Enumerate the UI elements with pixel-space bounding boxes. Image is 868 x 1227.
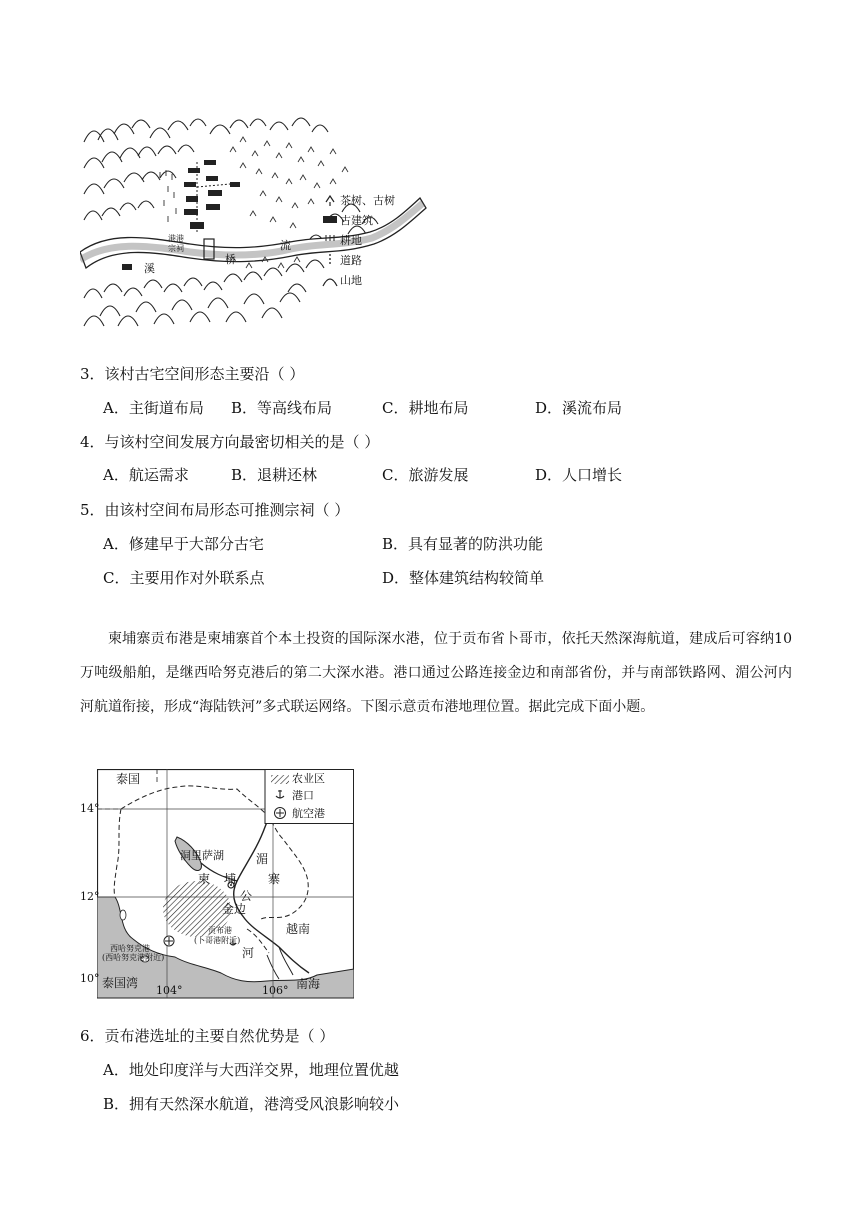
question-4-option-c: C．旅游发展 <box>382 466 469 484</box>
farmland-icon <box>326 235 334 241</box>
legend-road: 道路 <box>340 254 362 267</box>
passage-text: 柬埔寨贡布港是柬埔寨首个本土投资的国际深水港，位于贡布省卜哥市，依托天然深海航道，建成后可容纳10万吨级船舶，是继西哈努克港后的第二大深水港。港口通过公路连接金边和南部省份，并与南部铁路网、湄公河内河航道衔接，形成“海陆铁河”多式联运网络。下图示意贡布港地理位置。据此完成下面小题。 <box>80 631 792 715</box>
lon-label-106: 106° <box>262 984 289 997</box>
lat-label-14: 14° <box>80 802 100 815</box>
question-3-option-c: C．耕地布局 <box>382 399 469 417</box>
label-phnom-penh: 金边 <box>222 902 247 916</box>
label-thailand: 泰国 <box>116 772 141 786</box>
legend-farmland: 耕地 <box>340 234 362 247</box>
legend-tea-tree: 茶树、古树 <box>340 194 395 207</box>
legend-agricultural-zone: 农业区 <box>292 772 325 785</box>
agri-hatch-icon <box>271 775 289 784</box>
question-3-option-b: B．等高线布局 <box>231 399 333 417</box>
airport-icon <box>275 808 286 819</box>
question-5-option-c: C．主要用作对外联系点 <box>103 569 265 587</box>
ancestral-temple-label: 宗祠 <box>168 244 184 253</box>
village-map-legend <box>322 194 432 294</box>
label-gulf-of-thailand: 泰国湾 <box>102 976 139 990</box>
bridge-label: 桥 <box>225 253 236 266</box>
legend-ancient-building: 古建筑 <box>340 214 373 227</box>
village-map <box>80 112 435 340</box>
question-6-option-b: B．拥有天然深水航道，港湾受风浪影响较小 <box>103 1095 400 1113</box>
label-vietnam: 越南 <box>286 922 311 936</box>
label-sihanouk-port: 西哈努克港 <box>110 944 150 953</box>
ancient-building-icon <box>323 216 337 223</box>
stream-label-1: 溪 <box>144 262 155 275</box>
question-3-option-a: A．主街道布局 <box>103 399 204 417</box>
tea-tree-icon <box>326 196 334 206</box>
question-5-option-a: A．修建早于大部分古宅 <box>103 535 264 553</box>
legend-symbols <box>322 194 338 294</box>
legend-mountain: 山地 <box>340 274 362 287</box>
question-5-stem: 5．由该村空间布局形态可推测宗祠（ ） <box>80 501 350 519</box>
label-cambodia-3: 寨 <box>268 872 281 886</box>
stream-label-2: 流 <box>280 239 291 252</box>
label-mekong-3: 河 <box>242 946 255 960</box>
harbor-village-label: 港港 <box>168 234 184 243</box>
label-sihanouk-port-note: (西哈努克港附近) <box>102 953 165 962</box>
question-3-stem: 3．该村古宅空间形态主要沿（ ） <box>80 365 305 383</box>
mountain-icon <box>323 279 337 286</box>
question-4-option-a: A．航运需求 <box>103 466 189 484</box>
question-5-option-d: D．整体建筑结构较简单 <box>382 569 545 587</box>
label-kampot-port-note: (卜哥港附近) <box>194 936 241 945</box>
question-6-option-a: A．地处印度洋与大西洋交界，地理位置优越 <box>103 1061 399 1079</box>
question-6-stem: 6．贡布港选址的主要自然优势是（ ） <box>80 1027 335 1045</box>
question-4-option-b: B．退耕还林 <box>231 466 318 484</box>
legend-port: 港口 <box>292 789 314 802</box>
label-mekong-2: 公 <box>240 889 253 903</box>
label-kampot-port: 贡布港 <box>208 926 232 935</box>
lon-label-104: 104° <box>156 984 183 997</box>
label-mekong-1: 湄 <box>256 852 269 866</box>
label-cambodia-1: 柬 <box>198 872 211 886</box>
sihanouk-airport-marker <box>164 936 174 946</box>
question-3-option-d: D．溪流布局 <box>535 399 623 417</box>
question-5-option-b: B．具有显著的防洪功能 <box>382 535 544 553</box>
label-south-sea: 南海 <box>296 977 321 991</box>
kampot-map <box>80 764 360 1000</box>
label-tonle-sap: 洞里萨湖 <box>180 849 224 862</box>
question-4-stem: 4．与该村空间发展方向最密切相关的是（ ） <box>80 433 380 451</box>
lat-label-12: 12° <box>80 890 100 903</box>
legend-airport: 航空港 <box>292 807 325 820</box>
label-cambodia-2: 埔 <box>224 872 237 886</box>
question-4-option-d: D．人口增长 <box>535 466 623 484</box>
lat-label-10: 10° <box>80 972 100 985</box>
